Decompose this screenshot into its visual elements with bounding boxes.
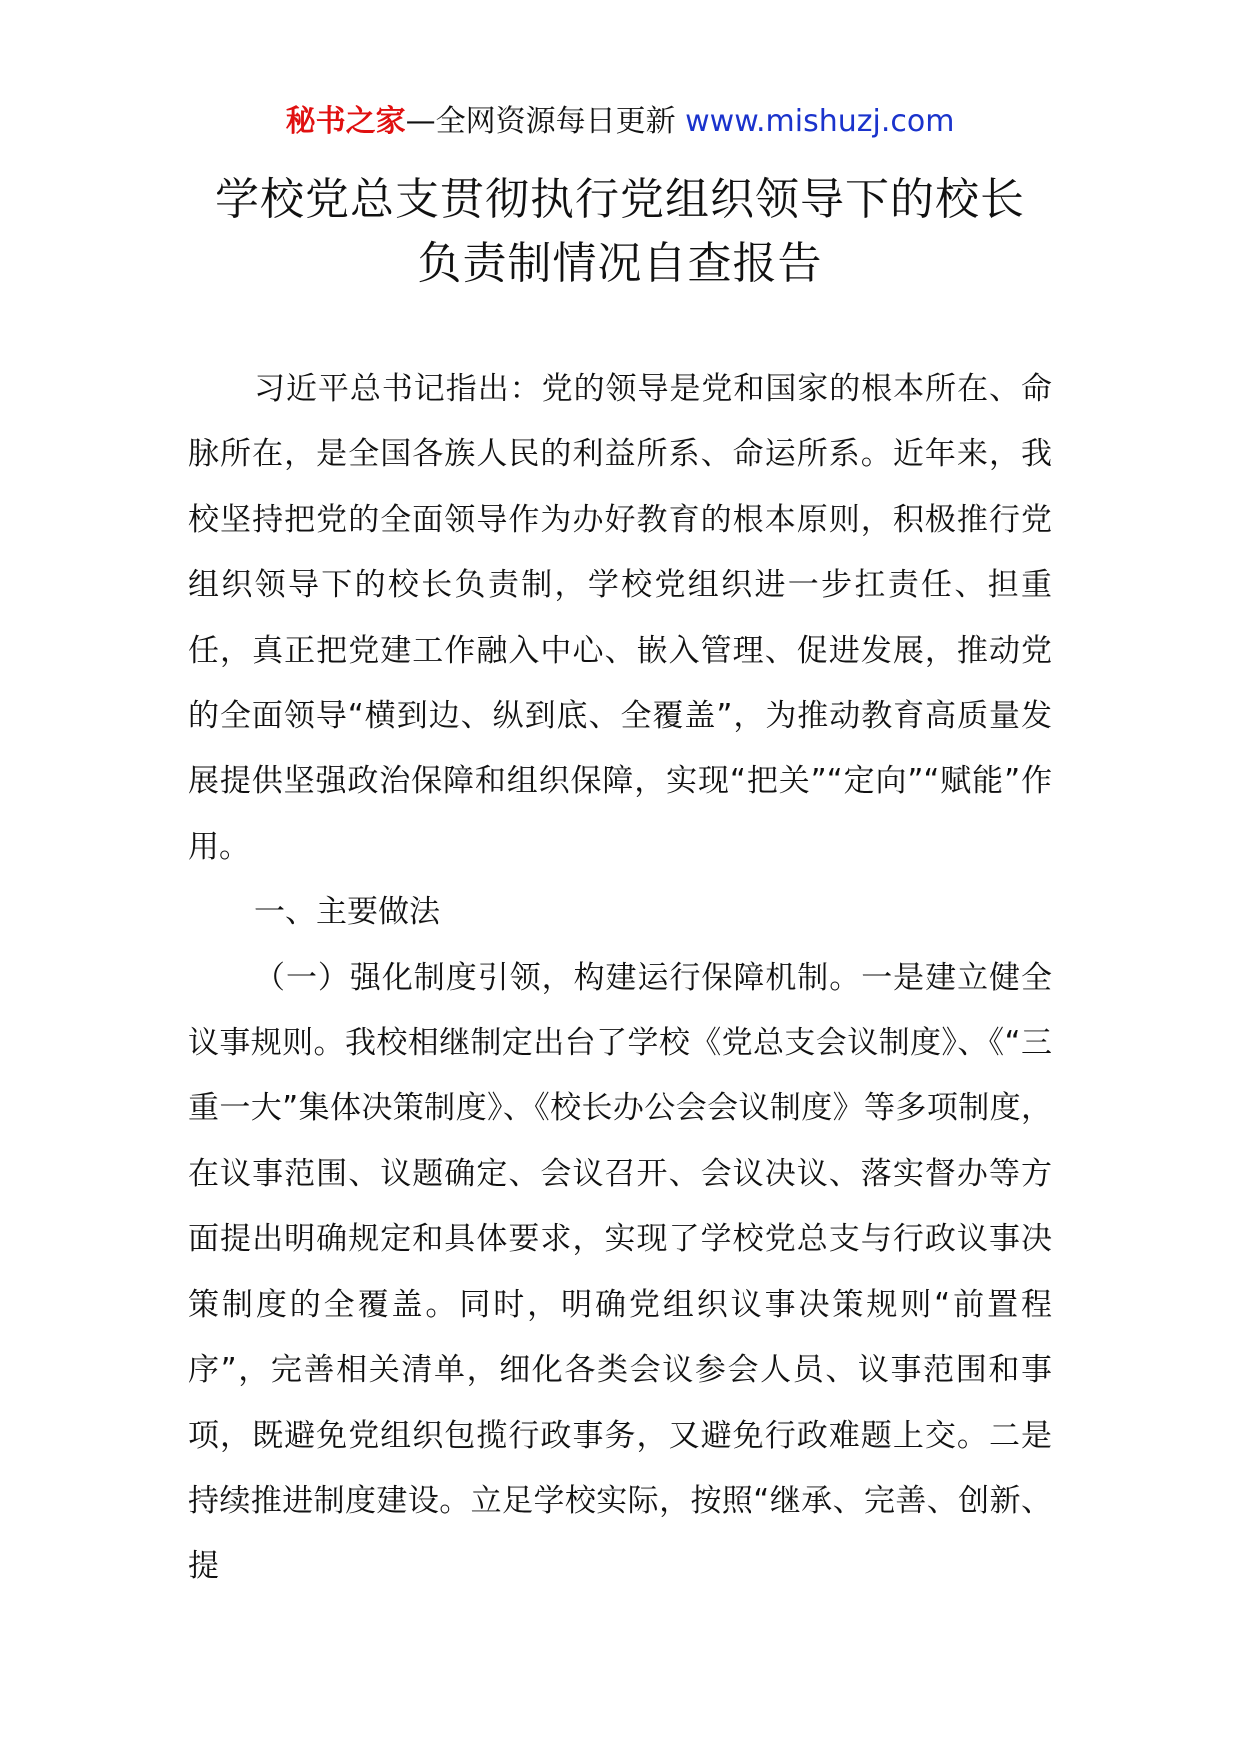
section-heading: 一、主要做法 [254,894,440,931]
title-line-2: 负责制情况自查报告 [417,238,823,289]
title-line-1: 学校党总支贯彻执行党组织领导下的校长 [215,174,1025,225]
paragraph-section-1: （一）强化制度引领，构建运行保障机制。一是建立健全议事规则。我校相继制定出台了学校《党总支会议制度》、《“三重一大”集体决策制度》、《校长办公会会议制度》等多项制度，在议事范围、议题确定、会议召开、会议决议、落实督办等方面提出明确规定和具体要求，实现了学校党总支与行政议事决策制度的全覆盖。同时，明确党组织议事决策规则“前置程序”，完善相关清单，细化各类会议参会人员、议事范围和事项，既避免党组织包揽行政事务，又避免行政难题上交。二是持续推进制度建设。立足学校实际，按照“继承、完善、创新、提 [188,959,1052,1585]
paragraph-intro: 习近平总书记指出：党的领导是党和国家的根本所在、命脉所在，是全国各族人民的利益所系、命运所系。近年来，我校坚持把党的全面领导作为办好教育的根本原则，积极推行党组织领导下的校长负责制，学校党组织进一步扛责任、担重任，真正把党建工作融入中心、嵌入管理、促进发展，推动党的全面领导“横到边、纵到底、全覆盖”，为推动教育高质量发展提供坚强政治保障和组织保障，实现“把关”“定向”“赋能”作用。 [188,371,1052,865]
document-title [160,168,1080,296]
header-slogan: —全网资源每日更新 [405,104,686,139]
header-url[interactable]: www.mishuzj.com [685,104,955,139]
page-header [0,100,1240,144]
header-brand: 秘书之家 [285,104,406,139]
document-body [188,357,1052,1600]
